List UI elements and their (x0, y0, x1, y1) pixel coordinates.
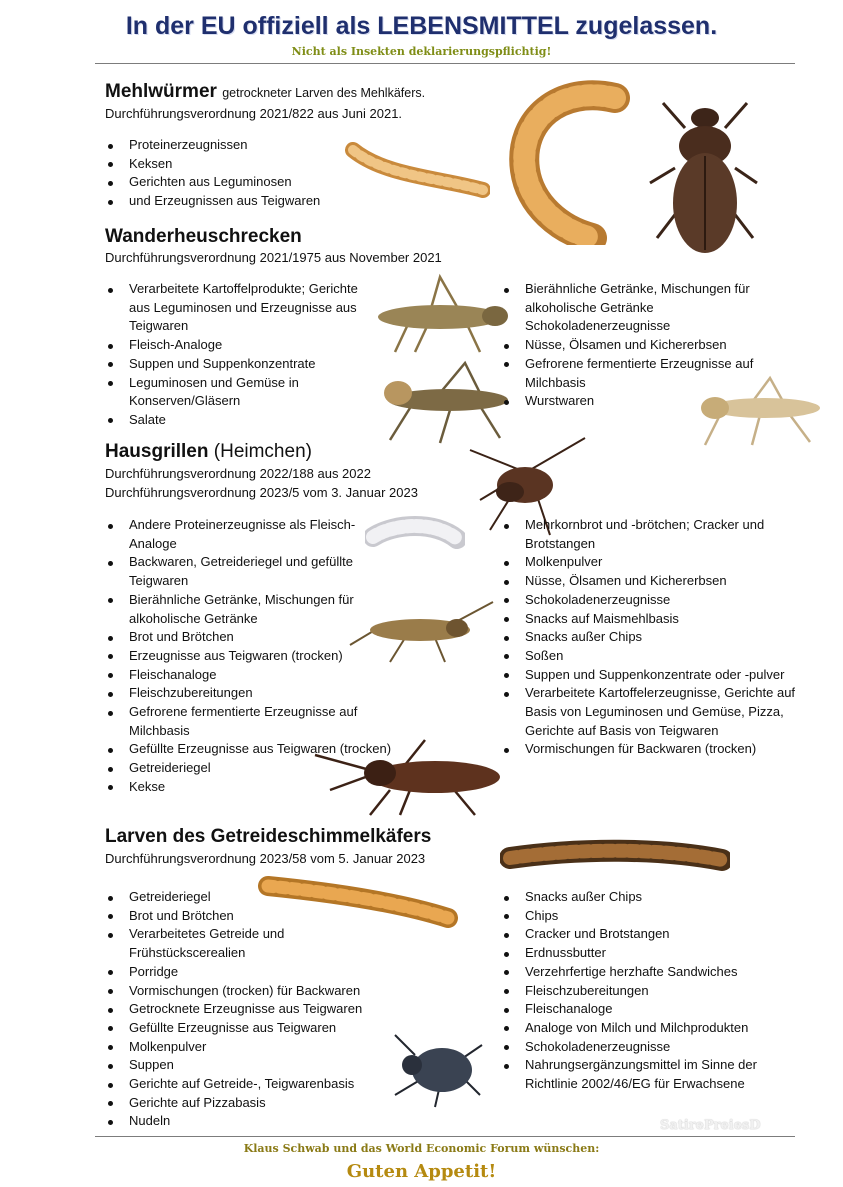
list-item: Suppen (104, 1056, 404, 1075)
list-item: Gefrorene fermentierte Erzeugnisse auf Milchbasis (104, 703, 394, 740)
regulation-text: Durchführungsverordnung 2022/188 aus 2022 (105, 466, 371, 481)
section-title-wanderheuschrecken: Wanderheuschrecken (105, 226, 302, 247)
regulation-text: Durchführungsverordnung 2021/822 aus Juni 2021. (105, 106, 403, 121)
list-item: Molkenpulver (500, 553, 800, 572)
section-description: getrockneter Larven des Mehlkäfers. (222, 86, 426, 100)
list-item: Verzehrfertige herzhafte Sandwiches (500, 963, 805, 982)
section-title-suffix: (Heimchen) (213, 441, 312, 462)
list-item: Getrocknete Erzeugnisse aus Teigwaren (104, 1000, 404, 1019)
food-list-wanderheuschrecken-left (104, 280, 359, 430)
footer-message: Klaus Schwab und das World Economic Forum wünschen: (243, 1142, 600, 1155)
section-title-mehlwuermer: Mehlwürmer getrockneter Larven des Mehlkäfers. (105, 81, 426, 102)
header-divider (95, 63, 795, 64)
list-item: Proteinerzeugnissen (104, 136, 374, 155)
list-item: Fleischanaloge (104, 666, 394, 685)
list-item: Erzeugnisse aus Teigwaren (trocken) (104, 647, 394, 666)
list-item: Vormischungen (trocken) für Backwaren (104, 982, 404, 1001)
list-item: Nüsse, Ölsamen und Kichererbsen (500, 572, 800, 591)
list-item: Wurstwaren (500, 392, 800, 411)
list-item: Andere Proteinerzeugnisse als Fleisch-Analoge (104, 516, 394, 553)
list-item: Porridge (104, 963, 404, 982)
food-list-getreideschimmelkaefer-left (104, 888, 404, 1131)
list-item: Gefrorene fermentierte Erzeugnisse auf Milchbasis (500, 355, 800, 392)
list-item: Snacks auf Maismehlbasis (500, 610, 800, 629)
list-item: Gefüllte Erzeugnisse aus Teigwaren (104, 1019, 404, 1038)
list-item: Erdnussbutter (500, 944, 805, 963)
list-item: Verarbeitete Kartoffelerzeugnisse, Gerichte auf Basis von Leguminosen und Gemüse, Pizza, Gerichte auf Basis von Teigwaren (500, 684, 800, 740)
list-item: Snacks außer Chips (500, 628, 800, 647)
list-item: Schokoladenerzeugnisse (500, 591, 800, 610)
beetle-icon (645, 88, 765, 263)
list-item: Verarbeitetes Getreide und Frühstückscerealien (104, 925, 404, 962)
page-subtitle: Nicht als Insekten deklarierungspflichtig! (291, 45, 552, 58)
list-item: Nüsse, Ölsamen und Kichererbsen (500, 336, 800, 355)
list-item: Cracker und Brotstangen (500, 925, 805, 944)
larva-icon (500, 838, 730, 878)
footer-divider (95, 1136, 795, 1137)
list-item: Fleischzubereitungen (104, 684, 394, 703)
mealworm-icon (500, 80, 630, 245)
list-item: Bierähnliche Getränke, Mischungen für alkoholische Getränke (104, 591, 394, 628)
list-item: Molkenpulver (104, 1038, 404, 1057)
list-item: Brot und Brötchen (104, 628, 394, 647)
list-item: Gerichte auf Pizzabasis (104, 1094, 404, 1113)
food-list-wanderheuschrecken-right (500, 280, 800, 411)
footer-closing: Guten Appetit! (346, 1161, 497, 1182)
list-item: Kekse (104, 778, 394, 797)
food-list-getreideschimmelkaefer-right (500, 888, 805, 1094)
list-item: Analoge von Milch und Milchprodukten (500, 1019, 805, 1038)
list-item: Suppen und Suppenkonzentrate oder -pulver (500, 666, 800, 685)
list-item: Schokoladenerzeugnisse (500, 1038, 805, 1057)
list-item: Gerichten aus Leguminosen (104, 173, 374, 192)
list-item: Fleisch-Analoge (104, 336, 359, 355)
list-item: Salate (104, 411, 359, 430)
list-item: Bierähnliche Getränke, Mischungen für alkoholische Getränke Schokoladenerzeugnisse (500, 280, 800, 336)
regulation-text: Durchführungsverordnung 2023/58 vom 5. Januar 2023 (105, 851, 426, 866)
list-item: Keksen (104, 155, 374, 174)
list-item: Vormischungen für Backwaren (trocken) (500, 740, 800, 759)
list-item: Chips (500, 907, 805, 926)
lesser-mealworm-beetle-icon (390, 1025, 485, 1110)
list-item: Getreideriegel (104, 759, 394, 778)
list-item: Backwaren, Getreideriegel und gefüllte Teigwaren (104, 553, 394, 590)
food-list-hausgrillen-left (104, 516, 394, 797)
list-item: Gefüllte Erzeugnisse aus Teigwaren (trocken) (104, 740, 394, 759)
list-item: Snacks außer Chips (500, 888, 805, 907)
list-item: Fleischzubereitungen (500, 982, 805, 1001)
list-item: Getreideriegel (104, 888, 404, 907)
list-item: Verarbeitete Kartoffelprodukte; Gerichte aus Leguminosen und Erzeugnisse aus Teigwaren (104, 280, 359, 336)
list-item: Mehrkornbrot und -brötchen; Cracker und Brotstangen (500, 516, 800, 553)
regulation-text: Durchführungsverordnung 2023/5 vom 3. Januar 2023 (105, 485, 418, 500)
list-item: Fleischanaloge (500, 1000, 805, 1019)
list-item: Brot und Brötchen (104, 907, 404, 926)
list-item: und Erzeugnissen aus Teigwaren (104, 192, 374, 211)
watermark: SatirePreiesD (660, 1118, 761, 1133)
food-list-mehlwuermer (104, 136, 374, 211)
list-item: Soßen (500, 647, 800, 666)
food-list-hausgrillen-right (500, 516, 800, 759)
regulation-text: Durchführungsverordnung 2021/1975 aus November 2021 (105, 250, 442, 265)
list-item: Suppen und Suppenkonzentrate (104, 355, 359, 374)
list-item: Gerichte auf Getreide-, Teigwarenbasis (104, 1075, 404, 1094)
section-title-getreideschimmelkaefer: Larven des Getreideschimmelkäfers (105, 826, 432, 847)
page-title: In der EU offiziell als LEBENSMITTEL zugelassen. (125, 12, 718, 40)
locust-icon (370, 272, 515, 362)
section-title-hausgrillen: Hausgrillen (Heimchen) (105, 441, 312, 462)
list-item: Nahrungsergänzungsmittel im Sinne der Richtlinie 2002/46/EG für Erwachsene (500, 1056, 805, 1093)
list-item: Leguminosen und Gemüse in Konserven/Gläsern (104, 374, 359, 411)
list-item: Nudeln (104, 1112, 404, 1131)
